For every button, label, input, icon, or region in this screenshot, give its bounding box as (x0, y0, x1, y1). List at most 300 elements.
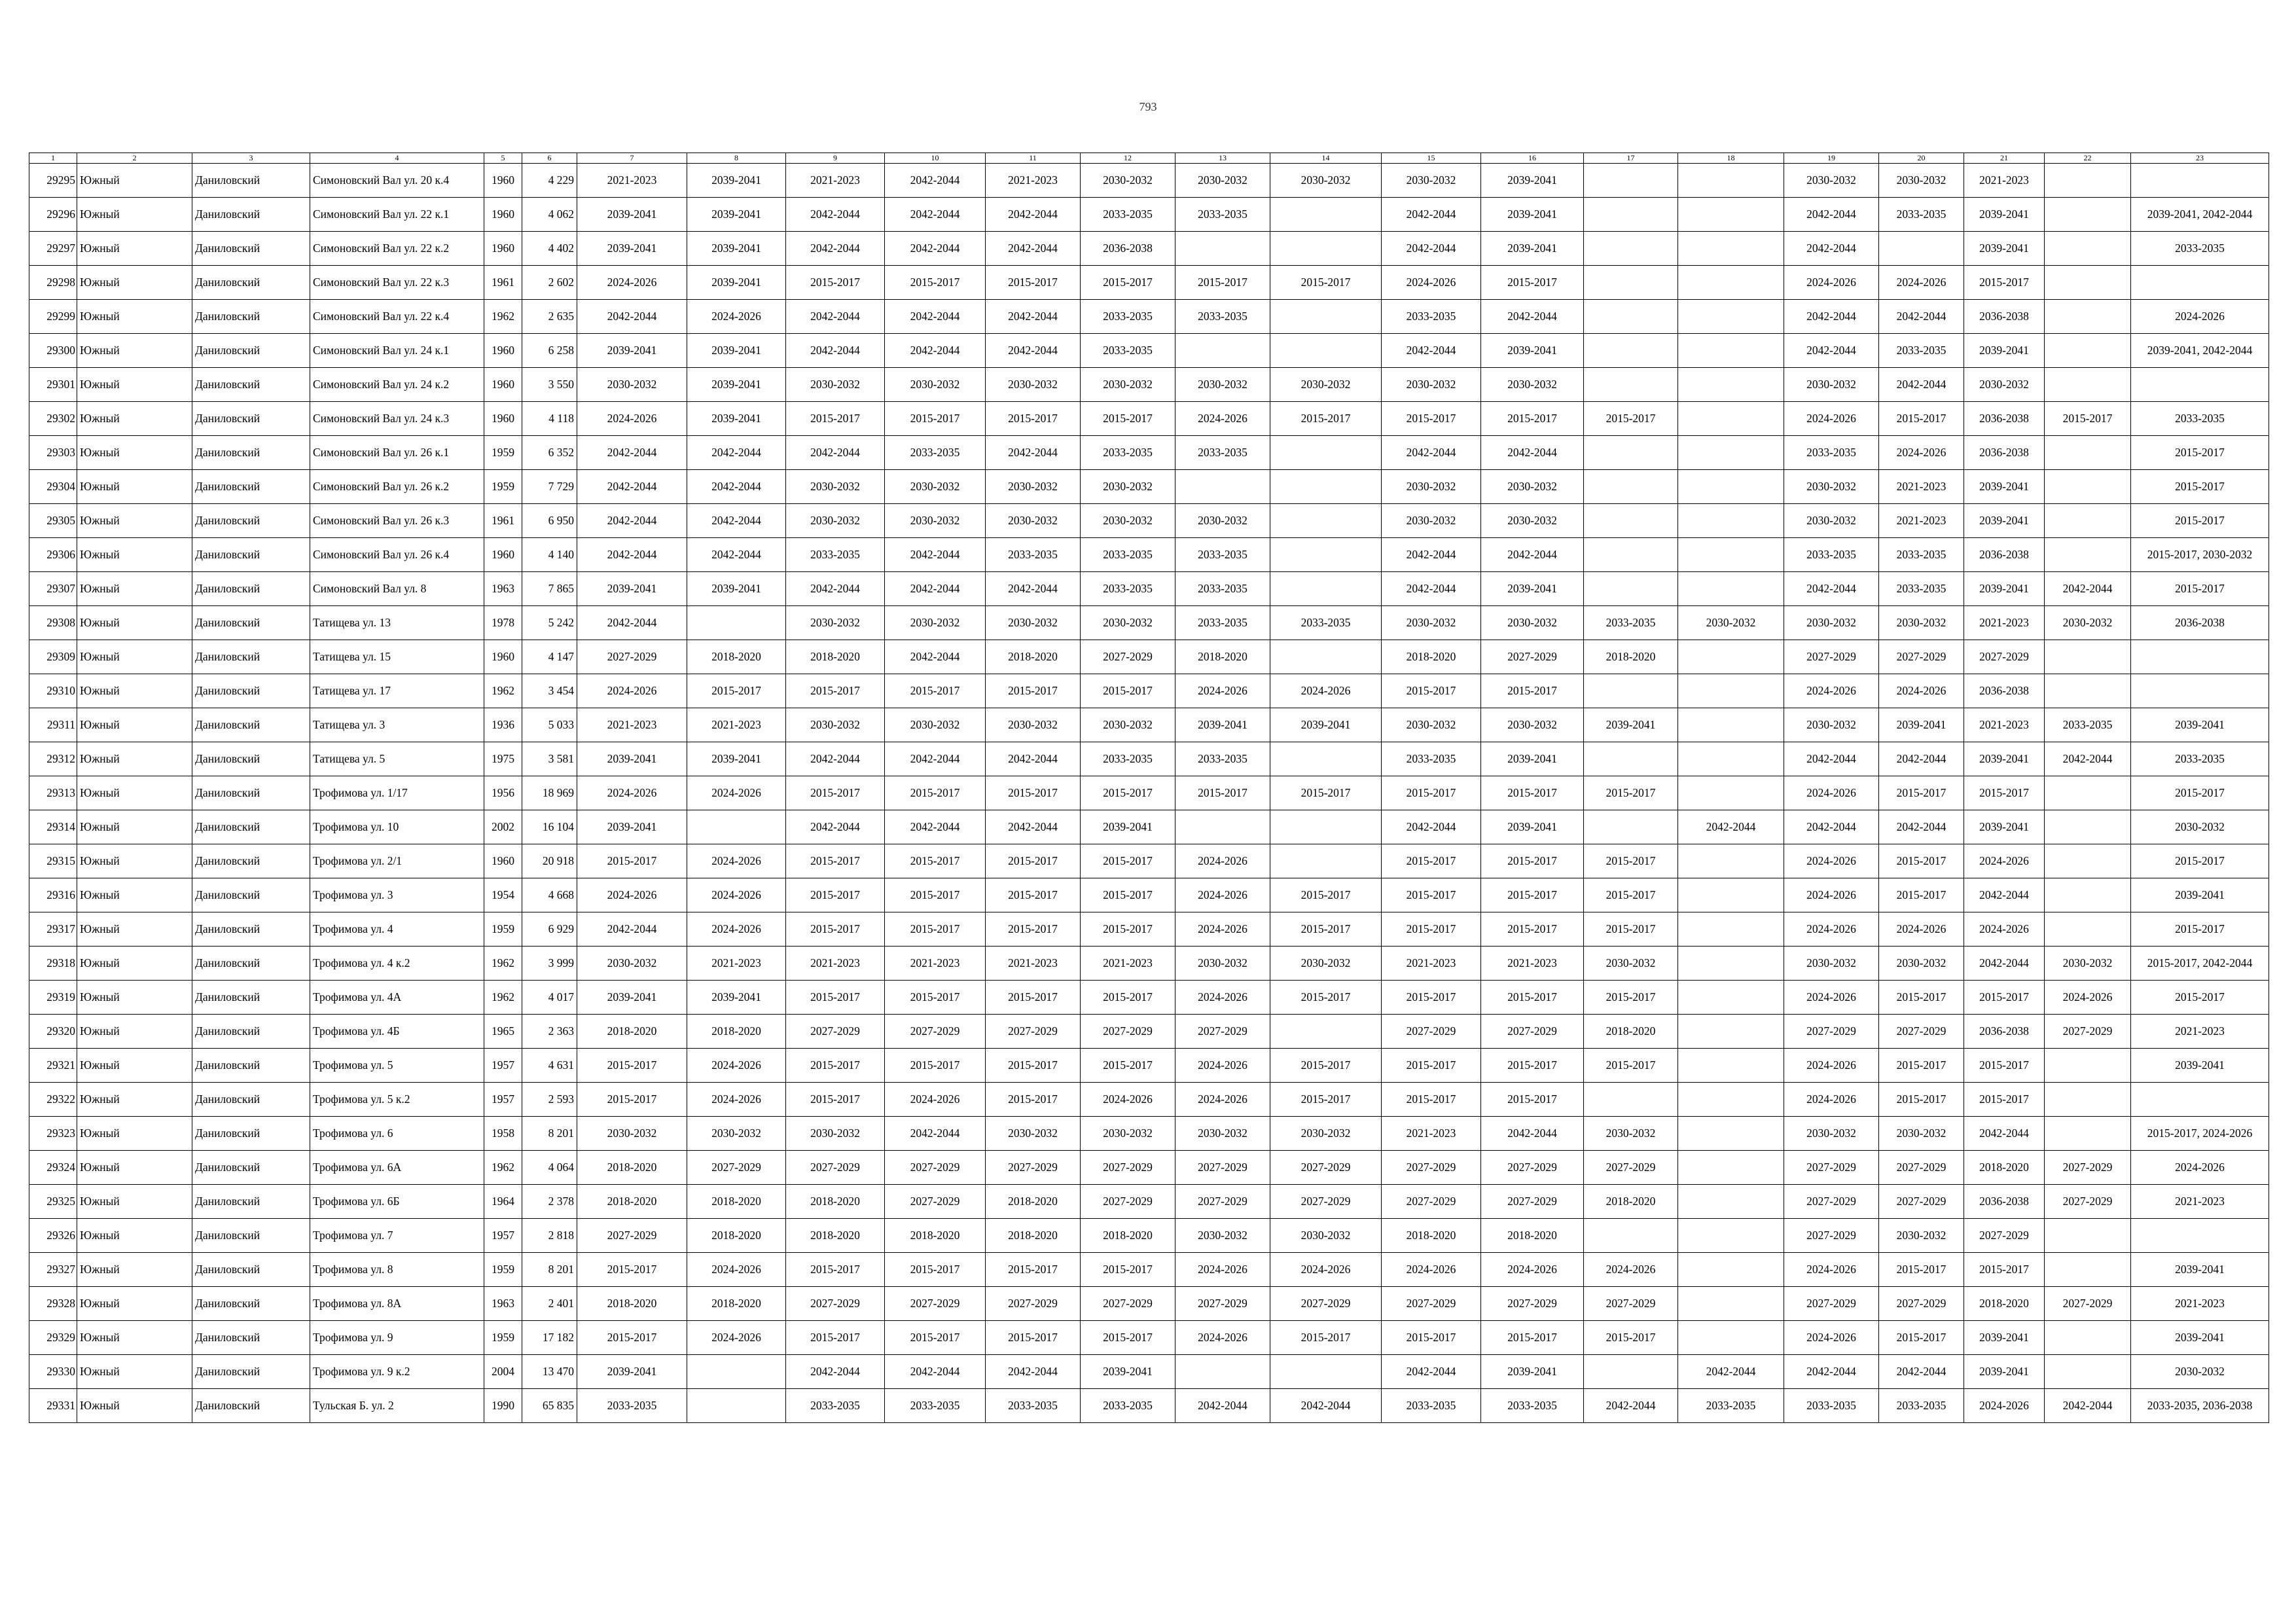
table-cell: 29321 (29, 1049, 77, 1083)
table-cell: 2042-2044 (1584, 1389, 1678, 1423)
table-cell (2045, 1355, 2131, 1389)
table-cell: 2030-2032 (1175, 1219, 1270, 1253)
table-cell (1175, 232, 1270, 266)
table-cell (1678, 1015, 1784, 1049)
table-cell: 2042-2044 (986, 1355, 1081, 1389)
table-cell: 2021-2023 (1081, 947, 1175, 981)
table-cell: 1957 (484, 1219, 522, 1253)
table-cell: 2033-2035 (1175, 436, 1270, 470)
table-cell (1678, 947, 1784, 981)
table-cell: 2039-2041 (1964, 334, 2045, 368)
table-cell: 2015-2017 (1270, 1321, 1382, 1355)
table-cell: 4 064 (522, 1151, 577, 1185)
table-cell: 1958 (484, 1117, 522, 1151)
table-cell: 2024-2026 (1175, 878, 1270, 912)
table-cell: 4 017 (522, 981, 577, 1015)
table-row (29, 844, 2269, 878)
table-cell: 2015-2017 (2131, 844, 2269, 878)
table-cell: 2015-2017 (2131, 912, 2269, 947)
table-cell: 2027-2029 (1879, 1015, 1964, 1049)
table-cell: 2015-2017 (1382, 1083, 1481, 1117)
table-cell: 2015-2017 (1879, 981, 1964, 1015)
table-cell: 8 201 (522, 1117, 577, 1151)
table-cell: 1962 (484, 1151, 522, 1185)
page-number: 793 (1139, 100, 1157, 113)
table-cell: 2024-2026 (577, 402, 687, 436)
table-cell (1270, 742, 1382, 776)
table-cell: 2018-2020 (687, 1015, 786, 1049)
table-cell: 2042-2044 (1964, 947, 2045, 981)
table-cell: 2030-2032 (786, 1117, 885, 1151)
table-cell (1678, 436, 1784, 470)
table-cell: 2015-2017 (1081, 1321, 1175, 1355)
table-row (29, 436, 2269, 470)
table-cell: 2015-2017 (786, 266, 885, 300)
table-cell: 2015-2017 (1964, 776, 2045, 810)
table-cell: 2027-2029 (2045, 1015, 2131, 1049)
table-cell: 2030-2032 (986, 708, 1081, 742)
table-cell: 2030-2032 (1270, 1219, 1382, 1253)
table-cell: 2021-2023 (2131, 1015, 2269, 1049)
column-number: 6 (522, 153, 577, 164)
table-cell: 2024-2026 (1879, 266, 1964, 300)
table-cell: 2027-2029 (885, 1287, 986, 1321)
table-cell: 2015-2017 (1964, 1049, 2045, 1083)
table-cell: 2015-2017 (1584, 981, 1678, 1015)
table-cell: 2027-2029 (1784, 1219, 1879, 1253)
table-cell: 2 378 (522, 1185, 577, 1219)
table-cell: 2039-2041 (1270, 708, 1382, 742)
table-cell: 2033-2035 (885, 436, 986, 470)
table-cell: 2024-2026 (2045, 981, 2131, 1015)
table-cell: 29301 (29, 368, 77, 402)
table-cell: 2033-2035 (1784, 1389, 1879, 1423)
table-cell: 2042-2044 (1879, 1355, 1964, 1389)
table-cell: 2015-2017 (1879, 402, 1964, 436)
table-cell: Даниловский (192, 198, 310, 232)
table-cell: 2015-2017 (1081, 776, 1175, 810)
table-cell (1270, 300, 1382, 334)
table-cell: 29303 (29, 436, 77, 470)
table-cell: 2030-2032 (1879, 1117, 1964, 1151)
table-cell: 29297 (29, 232, 77, 266)
table-cell: 2039-2041 (2131, 1049, 2269, 1083)
table-cell: Трофимова ул. 6Б (310, 1185, 484, 1219)
table-cell: Трофимова ул. 10 (310, 810, 484, 844)
table-cell: 2 363 (522, 1015, 577, 1049)
table-cell (1678, 1185, 1784, 1219)
table-cell: 2030-2032 (1879, 1219, 1964, 1253)
table-cell: Даниловский (192, 674, 310, 708)
table-cell (1678, 640, 1784, 674)
table-cell: 2015-2017, 2042-2044 (2131, 947, 2269, 981)
table-cell: 2024-2026 (577, 266, 687, 300)
table-cell: 2030-2032 (1784, 606, 1879, 640)
table-cell: 2024-2026 (1784, 402, 1879, 436)
table-cell: Южный (77, 1117, 192, 1151)
table-cell (2131, 1083, 2269, 1117)
table-cell: 2042-2044 (885, 810, 986, 844)
table-cell: 2030-2032 (1382, 368, 1481, 402)
table-cell: 2027-2029 (1382, 1151, 1481, 1185)
table-cell (2045, 266, 2131, 300)
table-cell: 2015-2017 (2131, 504, 2269, 538)
table-cell: 2015-2017 (1481, 1321, 1584, 1355)
table-cell (687, 810, 786, 844)
table-cell (2045, 368, 2131, 402)
table-cell: 4 062 (522, 198, 577, 232)
table-cell: 2030-2032 (1081, 164, 1175, 198)
table-row (29, 606, 2269, 640)
table-cell: 1978 (484, 606, 522, 640)
column-number: 8 (687, 153, 786, 164)
table-cell: Трофимова ул. 8 (310, 1253, 484, 1287)
table-cell: 2030-2032 (1382, 606, 1481, 640)
table-cell: Южный (77, 1015, 192, 1049)
table-cell: 2027-2029 (1175, 1015, 1270, 1049)
table-cell: Даниловский (192, 810, 310, 844)
table-cell: 29325 (29, 1185, 77, 1219)
table-cell: 2015-2017 (986, 402, 1081, 436)
table-cell: 2039-2041 (1481, 742, 1584, 776)
table-cell: 2027-2029 (1081, 1151, 1175, 1185)
table-cell: 2018-2020 (986, 1219, 1081, 1253)
table-cell: 2015-2017 (1879, 1049, 1964, 1083)
table-cell: 2033-2035 (1270, 606, 1382, 640)
table-cell: 2042-2044 (577, 300, 687, 334)
table-cell (2045, 470, 2131, 504)
table-cell: Южный (77, 878, 192, 912)
table-cell (1678, 538, 1784, 572)
table-cell: 2042-2044 (786, 232, 885, 266)
table-cell: Даниловский (192, 640, 310, 674)
table-cell: 2021-2023 (2131, 1185, 2269, 1219)
table-cell: 2027-2029 (1784, 1287, 1879, 1321)
table-cell: 2030-2032 (885, 504, 986, 538)
table-cell: Даниловский (192, 1015, 310, 1049)
table-cell: 29326 (29, 1219, 77, 1253)
table-cell: 2015-2017 (1584, 402, 1678, 436)
table-cell: 2033-2035 (1175, 572, 1270, 606)
table-cell (2045, 878, 2131, 912)
table-cell: 8 201 (522, 1253, 577, 1287)
table-cell: 2015-2017 (1584, 844, 1678, 878)
table-cell: Даниловский (192, 572, 310, 606)
table-cell: 2027-2029 (1081, 1015, 1175, 1049)
table-cell: 2024-2026 (1175, 674, 1270, 708)
table-cell: 1960 (484, 232, 522, 266)
table-cell: 2015-2017 (2045, 402, 2131, 436)
table-cell: 2030-2032 (885, 708, 986, 742)
table-cell (1584, 1355, 1678, 1389)
table-cell: 2015-2017 (577, 1083, 687, 1117)
table-cell: 2015-2017 (986, 1083, 1081, 1117)
table-cell: 2015-2017 (577, 1049, 687, 1083)
table-cell (1584, 1083, 1678, 1117)
table-cell: 2015-2017 (1481, 1083, 1584, 1117)
table-cell: Симоновский Вал ул. 22 к.4 (310, 300, 484, 334)
table-cell: 2039-2041 (1175, 708, 1270, 742)
table-cell: Южный (77, 776, 192, 810)
table-cell: 2039-2041 (1964, 572, 2045, 606)
table-cell: 2 635 (522, 300, 577, 334)
column-number: 11 (986, 153, 1081, 164)
table-cell: 2021-2023 (986, 947, 1081, 981)
table-cell: 2018-2020 (986, 1185, 1081, 1219)
table-cell: 2024-2026 (1879, 674, 1964, 708)
table-cell: 2030-2032 (1784, 947, 1879, 981)
table-cell: 2027-2029 (1481, 1151, 1584, 1185)
table-cell: 2042-2044 (1382, 436, 1481, 470)
table-cell (1584, 300, 1678, 334)
table-cell: Трофимова ул. 4 к.2 (310, 947, 484, 981)
column-number: 15 (1382, 153, 1481, 164)
table-cell: 2024-2026 (1784, 266, 1879, 300)
table-cell: 2015-2017 (786, 878, 885, 912)
table-cell: 29314 (29, 810, 77, 844)
table-cell: 2042-2044 (786, 198, 885, 232)
table-cell (1678, 1083, 1784, 1117)
table-cell (1175, 470, 1270, 504)
table-cell: 2015-2017 (885, 878, 986, 912)
table-cell: 2015-2017 (2131, 572, 2269, 606)
table-cell (1270, 334, 1382, 368)
table-cell: 2039-2041 (2131, 1321, 2269, 1355)
table-cell: 2033-2035 (1879, 572, 1964, 606)
table-cell (1584, 572, 1678, 606)
table-cell: 2030-2032 (1784, 1117, 1879, 1151)
table-cell: 6 950 (522, 504, 577, 538)
table-cell: Даниловский (192, 776, 310, 810)
table-cell: 7 729 (522, 470, 577, 504)
table-cell: 2039-2041 (1964, 504, 2045, 538)
table-cell: 2036-2038 (1081, 232, 1175, 266)
table-cell: 2 593 (522, 1083, 577, 1117)
table-cell: 2042-2044 (786, 436, 885, 470)
table-cell: 2039-2041 (1964, 1321, 2045, 1355)
table-cell: 2042-2044 (2045, 1389, 2131, 1423)
table-cell: 2030-2032 (885, 368, 986, 402)
table-cell: 2024-2026 (687, 878, 786, 912)
table-cell (2131, 266, 2269, 300)
table-cell: 2042-2044 (786, 572, 885, 606)
table-cell: 2015-2017 (1382, 674, 1481, 708)
table-cell: 2024-2026 (1784, 776, 1879, 810)
table-cell: 2015-2017 (1270, 912, 1382, 947)
table-cell: 2030-2032 (986, 1117, 1081, 1151)
table-cell (1270, 640, 1382, 674)
table-cell: 2039-2041 (1964, 1355, 2045, 1389)
table-cell (1270, 470, 1382, 504)
table-row (29, 1049, 2269, 1083)
table-cell: Южный (77, 368, 192, 402)
table-row (29, 708, 2269, 742)
table-cell: 2039-2041 (687, 572, 786, 606)
column-number: 10 (885, 153, 986, 164)
table-cell (1678, 776, 1784, 810)
table-cell (1678, 1253, 1784, 1287)
table-cell: 2015-2017 (2131, 981, 2269, 1015)
table-cell: 2015-2017 (2131, 436, 2269, 470)
table-cell: 2027-2029 (1081, 1287, 1175, 1321)
table-cell: 2027-2029 (1879, 1185, 1964, 1219)
table-cell: 2015-2017 (1270, 1049, 1382, 1083)
table-cell: 2018-2020 (786, 1219, 885, 1253)
table-cell: 2030-2032 (786, 504, 885, 538)
table-cell: 1960 (484, 402, 522, 436)
table-cell: 2030-2032 (1382, 470, 1481, 504)
table-cell: 2027-2029 (1270, 1151, 1382, 1185)
table-cell: 2015-2017 (1270, 1083, 1382, 1117)
table-cell: 2024-2026 (1175, 402, 1270, 436)
table-cell: 2039-2041 (577, 810, 687, 844)
table-cell: 2027-2029 (1175, 1151, 1270, 1185)
table-cell: Трофимова ул. 8А (310, 1287, 484, 1321)
table-cell: 2021-2023 (786, 947, 885, 981)
table-cell: 2039-2041, 2042-2044 (2131, 198, 2269, 232)
table-cell: Даниловский (192, 1049, 310, 1083)
table-cell: 1960 (484, 164, 522, 198)
table-cell (1678, 402, 1784, 436)
table-cell: 2033-2035 (1081, 538, 1175, 572)
table-cell: 2015-2017 (986, 1321, 1081, 1355)
table-cell: 1960 (484, 368, 522, 402)
table-cell (1678, 844, 1784, 878)
table-cell: 1959 (484, 912, 522, 947)
table-cell: 2027-2029 (1382, 1287, 1481, 1321)
table-cell: 2042-2044 (885, 1117, 986, 1151)
table-cell: 2042-2044 (986, 198, 1081, 232)
table-cell: 2042-2044 (1382, 538, 1481, 572)
table-cell: 29312 (29, 742, 77, 776)
table-cell: 29331 (29, 1389, 77, 1423)
table-cell: Южный (77, 1389, 192, 1423)
table-cell: 2027-2029 (1879, 640, 1964, 674)
table-cell: 4 402 (522, 232, 577, 266)
table-cell: 2015-2017 (885, 674, 986, 708)
table-cell: 2015-2017 (1481, 776, 1584, 810)
table-cell: 29307 (29, 572, 77, 606)
table-cell: 2042-2044 (577, 504, 687, 538)
table-cell: 2018-2020 (986, 640, 1081, 674)
table-cell: 2015-2017 (1481, 1049, 1584, 1083)
table-cell: Южный (77, 708, 192, 742)
table-cell (1270, 1015, 1382, 1049)
table-cell (2045, 844, 2131, 878)
table-cell: 2030-2032 (1481, 368, 1584, 402)
table-cell: 2027-2029 (885, 1151, 986, 1185)
table-cell: 2027-2029 (1175, 1287, 1270, 1321)
table-cell: Даниловский (192, 368, 310, 402)
table-cell (2045, 1219, 2131, 1253)
table-cell: 2042-2044 (1481, 1117, 1584, 1151)
table-cell: Южный (77, 981, 192, 1015)
table-cell: Южный (77, 164, 192, 198)
table-cell: 2015-2017 (1584, 1321, 1678, 1355)
table-cell: 29328 (29, 1287, 77, 1321)
table-cell: 2015-2017 (885, 402, 986, 436)
column-number-row (29, 153, 2269, 164)
table-cell (1584, 266, 1678, 300)
table-cell: 2015-2017 (1081, 1049, 1175, 1083)
table-cell: 2042-2044 (1481, 436, 1584, 470)
table-cell (1270, 232, 1382, 266)
table-cell: 2015-2017 (786, 402, 885, 436)
table-cell: 2015-2017 (1081, 674, 1175, 708)
table-cell: 2033-2035 (1879, 334, 1964, 368)
table-cell: 2042-2044 (1784, 300, 1879, 334)
table-cell: 2015-2017 (1879, 1321, 1964, 1355)
table-cell: 2030-2032 (1382, 504, 1481, 538)
table-cell: 2027-2029 (1481, 1287, 1584, 1321)
table-cell: 2015-2017 (687, 674, 786, 708)
table-cell: 2033-2035 (1382, 742, 1481, 776)
table-cell: 2042-2044 (885, 164, 986, 198)
table-cell: 2024-2026 (577, 878, 687, 912)
table-cell: 2033-2035 (2131, 232, 2269, 266)
table-cell: 2015-2017 (1584, 912, 1678, 947)
table-cell: 2024-2026 (1270, 1253, 1382, 1287)
table-cell: 2015-2017 (885, 1049, 986, 1083)
table-cell (1678, 981, 1784, 1015)
table-cell: 2021-2023 (577, 708, 687, 742)
table-cell: Симоновский Вал ул. 24 к.1 (310, 334, 484, 368)
table-cell: 2033-2035 (986, 1389, 1081, 1423)
table-cell: 2018-2020 (1382, 1219, 1481, 1253)
table-cell: 2042-2044 (885, 640, 986, 674)
table-cell: 2015-2017 (885, 1321, 986, 1355)
table-cell: Татищева ул. 13 (310, 606, 484, 640)
table-cell: Даниловский (192, 912, 310, 947)
table-cell: 2042-2044 (885, 538, 986, 572)
table-cell: 2024-2026 (1784, 1321, 1879, 1355)
table-cell: 2042-2044 (1382, 198, 1481, 232)
table-cell: 2030-2032 (1481, 470, 1584, 504)
table-cell: 2030-2032 (1584, 1117, 1678, 1151)
table-cell: 2039-2041 (687, 266, 786, 300)
table-cell: 2033-2035 (2131, 402, 2269, 436)
table-cell: 2033-2035 (786, 538, 885, 572)
table-cell (1678, 504, 1784, 538)
table-cell: 2024-2026 (1382, 266, 1481, 300)
table-cell (2045, 1049, 2131, 1083)
table-cell: 2030-2032 (1481, 708, 1584, 742)
table-cell: 2030-2032 (1175, 1117, 1270, 1151)
table-cell: 2039-2041 (1481, 1355, 1584, 1389)
table-cell (1678, 1049, 1784, 1083)
data-table (29, 153, 2269, 1423)
table-cell: 2015-2017 (1481, 266, 1584, 300)
table-cell: 2018-2020 (687, 1185, 786, 1219)
table-cell: 2033-2035 (1081, 1389, 1175, 1423)
table-cell: Даниловский (192, 981, 310, 1015)
table-cell: Симоновский Вал ул. 24 к.3 (310, 402, 484, 436)
table-cell: 2015-2017 (1270, 981, 1382, 1015)
table-cell: 2033-2035 (1081, 198, 1175, 232)
table-cell: 2042-2044 (885, 334, 986, 368)
table-cell: 2015-2017 (1081, 981, 1175, 1015)
table-cell: 29305 (29, 504, 77, 538)
table-cell: 2036-2038 (1964, 436, 2045, 470)
table-cell: 2027-2029 (986, 1151, 1081, 1185)
table-cell: 2015-2017 (1270, 878, 1382, 912)
column-number: 5 (484, 153, 522, 164)
table-cell: 2030-2032 (1081, 470, 1175, 504)
table-cell: Даниловский (192, 1253, 310, 1287)
table-cell: Южный (77, 1287, 192, 1321)
table-cell (2131, 368, 2269, 402)
table-cell: 2042-2044 (1964, 1117, 2045, 1151)
